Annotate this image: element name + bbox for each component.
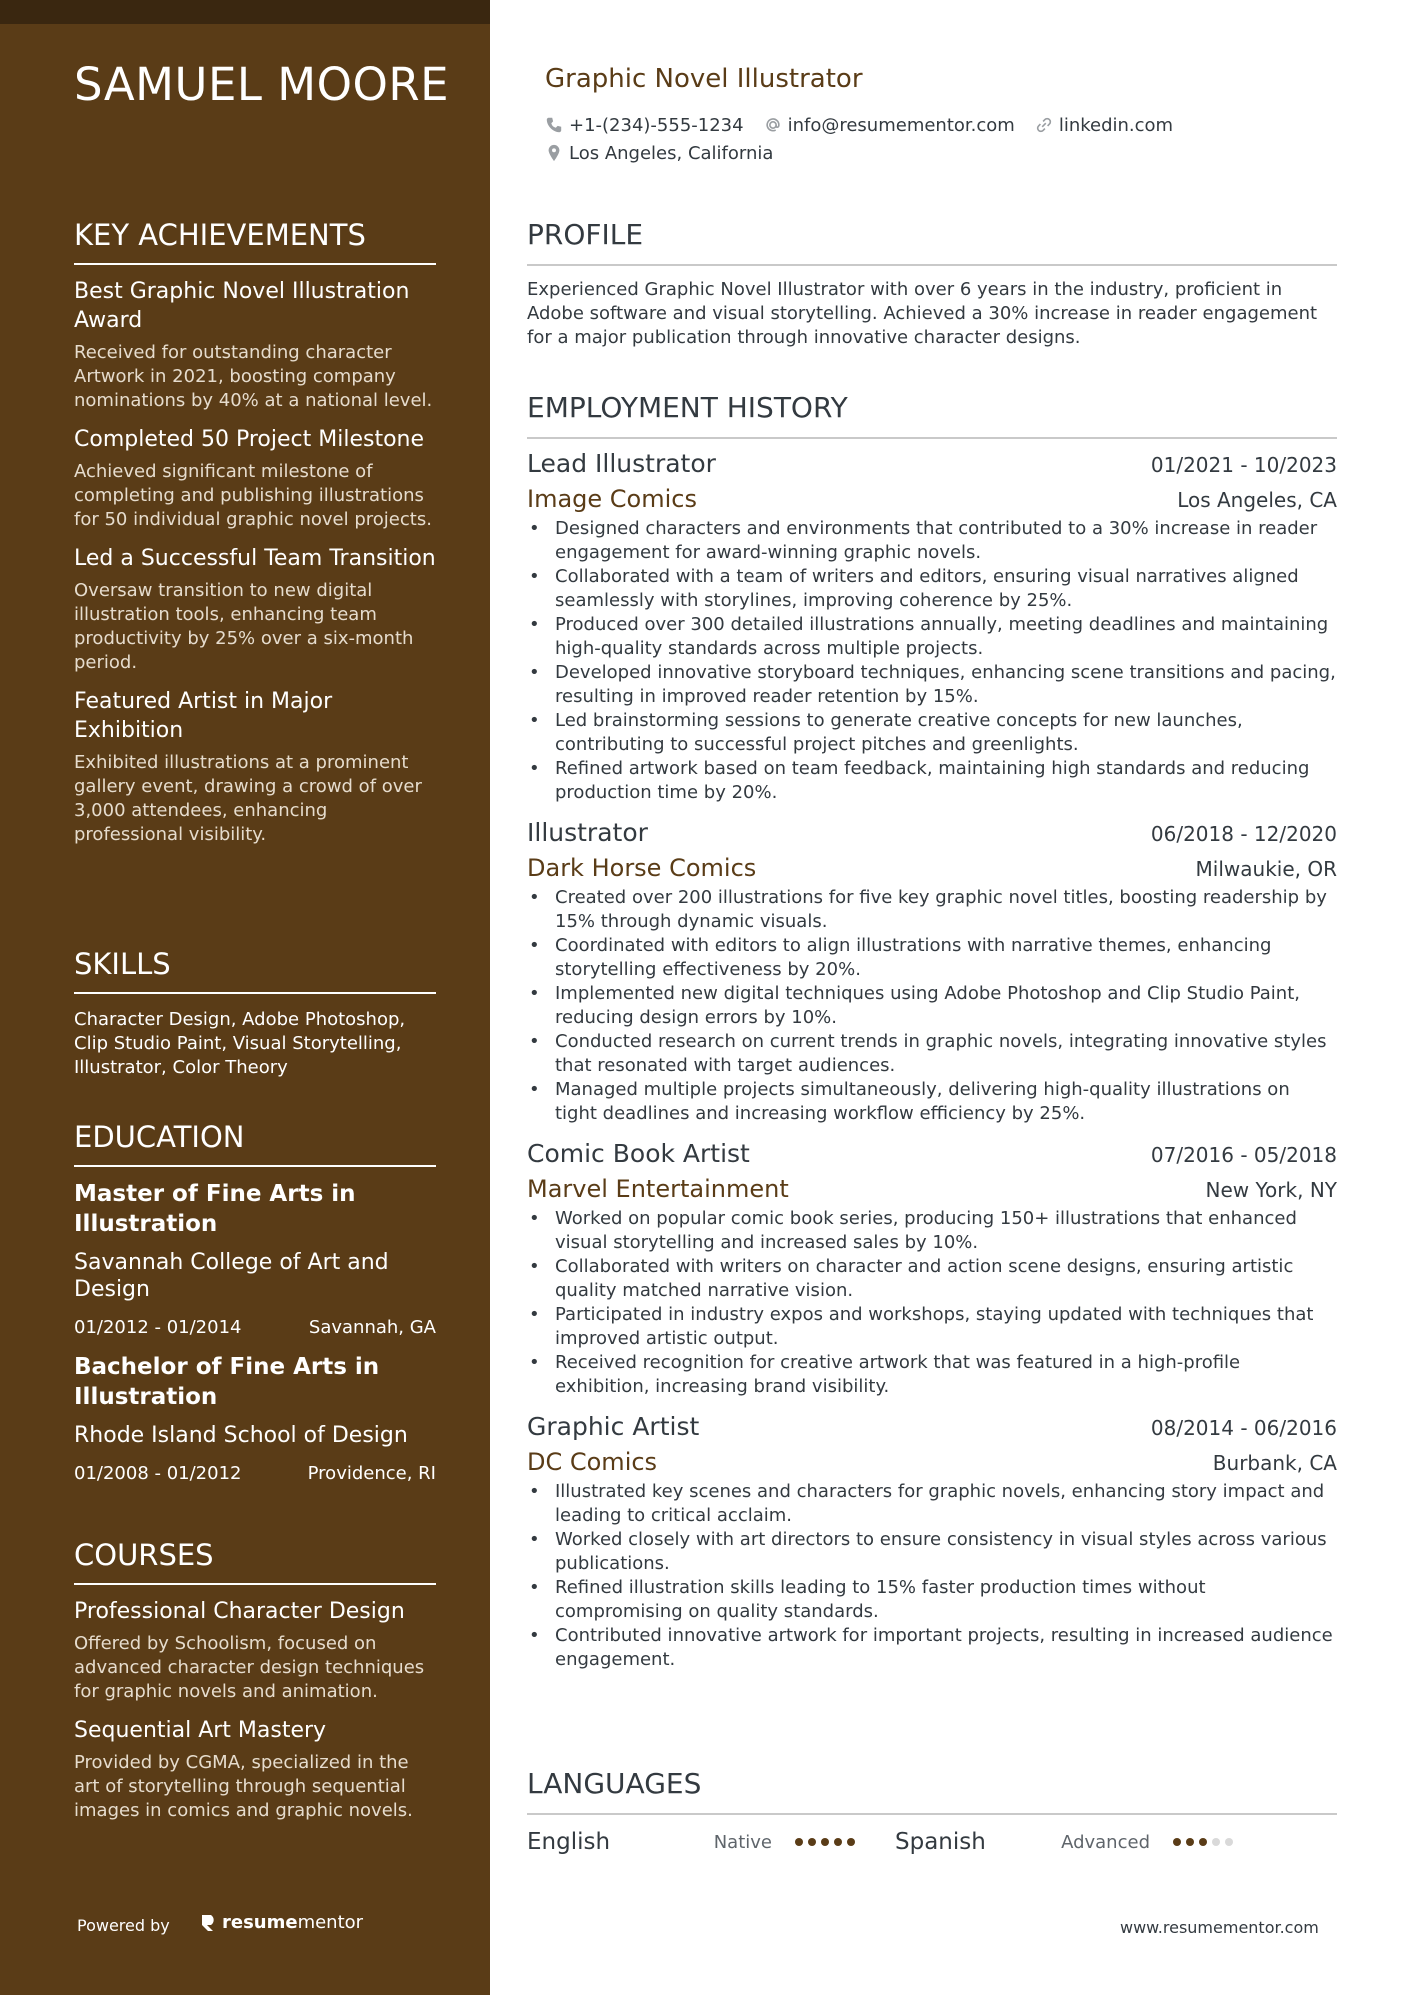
job-location: Milwaukie, OR (1195, 857, 1337, 881)
job-bullet: • Produced over 300 detailed illustrations annually, meeting deadlines and maintaining high-quality standards across multiple projects. (527, 613, 1337, 661)
job-dates: 08/2014 - 06/2016 (1150, 1416, 1337, 1440)
achievement-desc: Oversaw transition to new digital illustration tools, enhancing team productivity by 25% over a six-month period. (74, 580, 414, 673)
achievement-title: Completed 50 Project Milestone (74, 427, 425, 452)
job-company: DC Comics (527, 1448, 658, 1476)
education-meta (74, 1317, 436, 1338)
course-title: Sequential Art Mastery (74, 1718, 327, 1743)
job-bullet: • Collaborated with a team of writers and editors, ensuring visual narratives aligned seamlessly with storylines, improving coherence by 25%. (527, 565, 1337, 613)
job-header (527, 1412, 1337, 1441)
achievement-item (74, 277, 436, 413)
rating-dot-filled (1199, 1838, 1207, 1846)
job-subheader (527, 854, 1337, 882)
courses-section (74, 1538, 436, 1823)
language-name: Spanish (895, 1829, 986, 1855)
brand-name-part1: resume (222, 1912, 298, 1933)
education-item (74, 1179, 436, 1338)
job-bullet: • Refined illustration skills leading to 15% faster production times without compromising on quality standards. (527, 1576, 1337, 1624)
contact-email[interactable] (764, 115, 1015, 136)
job-location: Los Angeles, CA (1177, 488, 1337, 512)
job-bullets (527, 517, 1337, 805)
resumementor-logo-icon (200, 1913, 218, 1933)
education-dates: 01/2008 - 01/2012 (74, 1463, 242, 1484)
rating-dot-empty (1225, 1838, 1233, 1846)
profile-text: Experienced Graphic Novel Illustrator with over 6 years in the industry, proficient in Adobe software and visual storytelling. Achieved a 30% increase in reader engagement for a major publication through innovative character designs. (527, 279, 1318, 348)
job-entry (527, 1412, 1337, 1672)
job-company: Image Comics (527, 485, 697, 513)
contact-row (545, 112, 1345, 138)
location-pin-icon (545, 144, 563, 162)
job-bullet: • Worked on popular comic book series, producing 150+ illustrations that enhanced visual storytelling and increased sales by 10%. (527, 1207, 1337, 1255)
sidebar (0, 0, 490, 1995)
education-school: Savannah College of Art and Design (74, 1250, 389, 1302)
contact-info (545, 112, 1345, 168)
achievement-title: Led a Successful Team Transition (74, 546, 436, 571)
rating-dot-filled (1186, 1838, 1194, 1846)
job-dates: 01/2021 - 10/2023 (1150, 453, 1337, 477)
skills-heading: SKILLS (74, 947, 436, 994)
employment-heading: EMPLOYMENT HISTORY (527, 391, 1337, 439)
job-bullets (527, 886, 1337, 1126)
job-header (527, 449, 1337, 478)
job-bullet: • Worked closely with art directors to ensure consistency in visual styles across various publications. (527, 1528, 1337, 1576)
languages-heading: LANGUAGES (527, 1767, 1337, 1815)
job-role: Illustrator (527, 818, 648, 847)
job-subheader (527, 485, 1337, 513)
course-title: Professional Character Design (74, 1599, 405, 1624)
contact-row (545, 140, 1345, 166)
job-location: New York, NY (1205, 1178, 1337, 1202)
at-sign-icon (764, 116, 782, 134)
education-location: Savannah, GA (308, 1317, 436, 1338)
powered-by-label: Powered by (77, 1916, 170, 1935)
job-role: Graphic Artist (527, 1412, 700, 1441)
language-name: English (527, 1829, 611, 1855)
profile-section (527, 218, 1337, 350)
phone-text: +1-(234)-555-1234 (569, 114, 744, 136)
brand-name-part2: mentor (297, 1912, 364, 1933)
sidebar-top-band (0, 0, 490, 24)
rating-dot-empty (1212, 1838, 1220, 1846)
rating-dot-filled (795, 1838, 803, 1846)
skills-text: Character Design, Adobe Photoshop, Clip Studio Paint, Visual Storytelling, Illustrator, Color Theory (74, 1009, 406, 1078)
job-bullet: • Implemented new digital techniques using Adobe Photoshop and Clip Studio Paint, reducing design errors by 10%. (527, 982, 1337, 1030)
job-entry (527, 449, 1337, 805)
job-role: Lead Illustrator (527, 449, 716, 478)
profile-heading: PROFILE (527, 218, 1337, 266)
language-level: Advanced (1061, 1831, 1150, 1853)
contact-linkedin[interactable] (1035, 115, 1173, 136)
education-section (74, 1120, 436, 1484)
job-bullet: • Contributed innovative artwork for important projects, resulting in increased audience engagement. (527, 1624, 1337, 1672)
candidate-name: SAMUEL MOORE (74, 58, 450, 111)
education-degree: Master of Fine Arts in Illustration (74, 1181, 356, 1237)
education-heading: EDUCATION (74, 1120, 436, 1167)
achievement-desc: Received for outstanding character Artwork in 2021, boosting company nominations by 40% at a national level. (74, 342, 433, 411)
rating-dot-filled (834, 1838, 842, 1846)
email-text: info@resumementor.com (787, 114, 1015, 136)
achievement-desc: Achieved significant milestone of completing and publishing illustrations for 50 individual graphic novel projects. (74, 461, 432, 530)
language-rating (795, 1838, 855, 1846)
job-bullet: • Created over 200 illustrations for five key graphic novel titles, boosting readership by 15% through dynamic visuals. (527, 886, 1337, 934)
job-entry (527, 818, 1337, 1126)
job-company: Marvel Entertainment (527, 1175, 789, 1203)
languages-row (527, 1827, 1337, 1857)
achievements-heading: KEY ACHIEVEMENTS (74, 218, 436, 265)
job-entry (527, 1139, 1337, 1399)
language-level: Native (713, 1831, 772, 1853)
rating-dot-filled (821, 1838, 829, 1846)
job-bullet: • Led brainstorming sessions to generate creative concepts for new launches, contributing to successful project pitches and greenlights. (527, 709, 1337, 757)
employment-section (527, 391, 1337, 1672)
brand-logo (200, 1912, 363, 1933)
achievement-title: Best Graphic Novel Illustration Award (74, 279, 410, 333)
job-dates: 07/2016 - 05/2018 (1150, 1143, 1337, 1167)
course-desc: Offered by Schoolism, focused on advanced character design techniques for graphic novels and animation. (74, 1633, 425, 1702)
job-bullet: • Developed innovative storyboard techniques, enhancing scene transitions and pacing, resulting in improved reader retention by 15%. (527, 661, 1337, 709)
job-bullet: • Conducted research on current trends in graphic novels, integrating innovative styles that resonated with target audiences. (527, 1030, 1337, 1078)
footer-url[interactable]: www.resumementor.com (1120, 1918, 1319, 1937)
contact-location (545, 143, 773, 164)
job-role: Comic Book Artist (527, 1139, 750, 1168)
achievement-desc: Exhibited illustrations at a prominent gallery event, drawing a crowd of over 3,000 attendees, enhancing professional visibility. (74, 752, 422, 845)
education-item (74, 1352, 436, 1484)
education-dates: 01/2012 - 01/2014 (74, 1317, 242, 1338)
job-bullet: • Received recognition for creative artwork that was featured in a high-profile exhibition, increasing brand visibility. (527, 1351, 1337, 1399)
headline: Graphic Novel Illustrator (545, 64, 863, 94)
rating-dot-filled (808, 1838, 816, 1846)
education-degree: Bachelor of Fine Arts in Illustration (74, 1354, 380, 1410)
job-header (527, 818, 1337, 847)
languages-section (527, 1767, 1337, 1857)
job-location: Burbank, CA (1212, 1451, 1337, 1475)
language-rating (1173, 1838, 1233, 1846)
achievement-title: Featured Artist in Major Exhibition (74, 689, 333, 743)
skills-section (74, 947, 436, 1080)
linkedin-text: linkedin.com (1058, 114, 1174, 136)
job-bullet: • Collaborated with writers on character and action scene designs, ensuring artistic quality matched narrative vision. (527, 1255, 1337, 1303)
achievement-item (74, 687, 436, 847)
job-subheader (527, 1175, 1337, 1203)
job-bullets (527, 1207, 1337, 1399)
contact-phone[interactable] (545, 115, 744, 136)
job-bullet: • Illustrated key scenes and characters for graphic novels, enhancing story impact and leading to critical acclaim. (527, 1480, 1337, 1528)
rating-dot-filled (1173, 1838, 1181, 1846)
phone-icon (545, 116, 563, 134)
course-item (74, 1597, 436, 1704)
education-location: Providence, RI (307, 1463, 436, 1484)
link-icon (1035, 116, 1053, 134)
job-dates: 06/2018 - 12/2020 (1150, 822, 1337, 846)
job-bullets (527, 1480, 1337, 1672)
job-bullet: • Managed multiple projects simultaneously, delivering high-quality illustrations on tight deadlines and increasing workflow efficiency by 25%. (527, 1078, 1337, 1126)
job-bullet: • Refined artwork based on team feedback, maintaining high standards and reducing production time by 20%. (527, 757, 1337, 805)
achievements-section (74, 218, 436, 847)
job-bullet: • Designed characters and environments that contributed to a 30% increase in reader engagement for award-winning graphic novels. (527, 517, 1337, 565)
location-text: Los Angeles, California (569, 142, 774, 164)
job-company: Dark Horse Comics (527, 854, 757, 882)
rating-dot-filled (847, 1838, 855, 1846)
courses-heading: COURSES (74, 1538, 436, 1585)
course-desc: Provided by CGMA, specialized in the art of storytelling through sequential images in comics and graphic novels. (74, 1752, 413, 1821)
education-school: Rhode Island School of Design (74, 1423, 408, 1448)
course-item (74, 1716, 436, 1823)
job-subheader (527, 1448, 1337, 1476)
job-bullet: • Participated in industry expos and workshops, staying updated with techniques that improved artistic output. (527, 1303, 1337, 1351)
achievement-item (74, 544, 436, 675)
job-header (527, 1139, 1337, 1168)
education-meta (74, 1463, 436, 1484)
achievement-item (74, 425, 436, 532)
job-bullet: • Coordinated with editors to align illustrations with narrative themes, enhancing storytelling effectiveness by 20%. (527, 934, 1337, 982)
